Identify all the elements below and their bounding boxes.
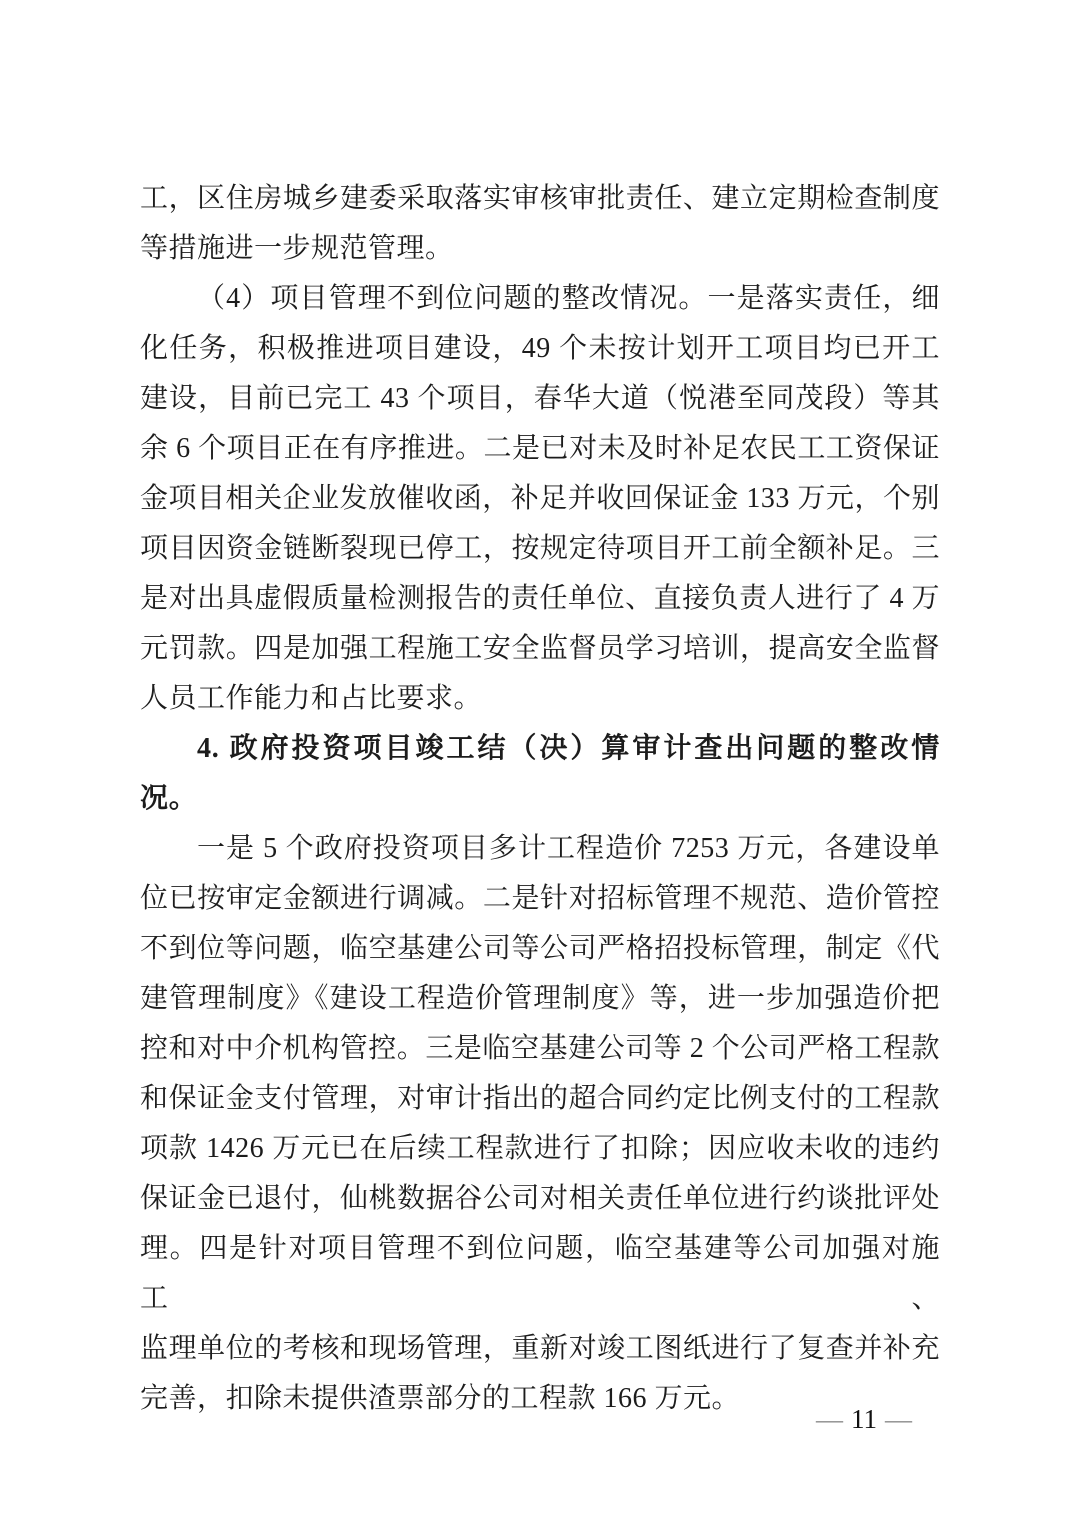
text-line: 工，区住房城乡建委采取落实审核审批责任、建立定期检查制度 — [140, 183, 940, 214]
text-line: 人员工作能力和占比要求。 — [140, 683, 483, 714]
text-line: 和保证金支付管理，对审计指出的超合同约定比例支付的工程款 — [140, 1083, 940, 1114]
page-number: 11 — [851, 1404, 877, 1434]
text-block — [140, 174, 940, 1424]
text-line: 建设，目前已完工 43 个项目，春华大道（悦港至同茂段）等其 — [140, 383, 940, 414]
text-line: 不到位等问题，临空基建公司等公司严格招投标管理，制定《代 — [140, 933, 940, 964]
text-line: （4）项目管理不到位问题的整改情况。一是落实责任，细 — [197, 283, 940, 314]
text-line: 建管理制度》《建设工程造价管理制度》等，进一步加强造价把 — [140, 983, 940, 1014]
text-line: 项目因资金链断裂现已停工，按规定待项目开工前全额补足。三 — [140, 533, 940, 564]
text-line: 等措施进一步规范管理。 — [140, 233, 454, 264]
text-line: 余 6 个项目正在有序推进。二是已对未及时补足农民工工资保证 — [140, 433, 940, 464]
text-line: 控和对中介机构管控。三是临空基建公司等 2 个公司严格工程款 — [140, 1033, 940, 1064]
text-line: 一是 5 个政府投资项目多计工程造价 7253 万元，各建设单 — [197, 833, 940, 864]
text-line: 金项目相关企业发放催收函，补足并收回保证金 133 万元，个别 — [140, 483, 940, 514]
footer-dash-left: — — [816, 1404, 843, 1434]
footer-dash-right: — — [885, 1404, 912, 1434]
text-line: 保证金已退付，仙桃数据谷公司对相关责任单位进行约谈批评处 — [140, 1183, 940, 1214]
text-line: 理。四是针对项目管理不到位问题，临空基建等公司加强对施工、 — [140, 1233, 940, 1314]
text-line: 完善，扣除未提供渣票部分的工程款 166 万元。 — [140, 1383, 741, 1414]
text-line: 是对出具虚假质量检测报告的责任单位、直接负责人进行了 4 万 — [140, 583, 940, 614]
text-line: 项款 1426 万元已在后续工程款进行了扣除；因应收未收的违约 — [140, 1133, 940, 1164]
text-line: 化任务，积极推进项目建设，49 个未按计划开工项目均已开工 — [140, 333, 940, 364]
text-line: 元罚款。四是加强工程施工安全监督员学习培训，提高安全监督 — [140, 633, 940, 664]
text-line: 位已按审定金额进行调减。二是针对招标管理不规范、造价管控 — [140, 883, 940, 914]
text-line: 监理单位的考核和现场管理，重新对竣工图纸进行了复查并补充 — [140, 1333, 940, 1364]
section-heading: 4. 政府投资项目竣工结（决）算审计查出问题的整改情况。 — [140, 733, 940, 814]
page-footer — [816, 1403, 912, 1435]
